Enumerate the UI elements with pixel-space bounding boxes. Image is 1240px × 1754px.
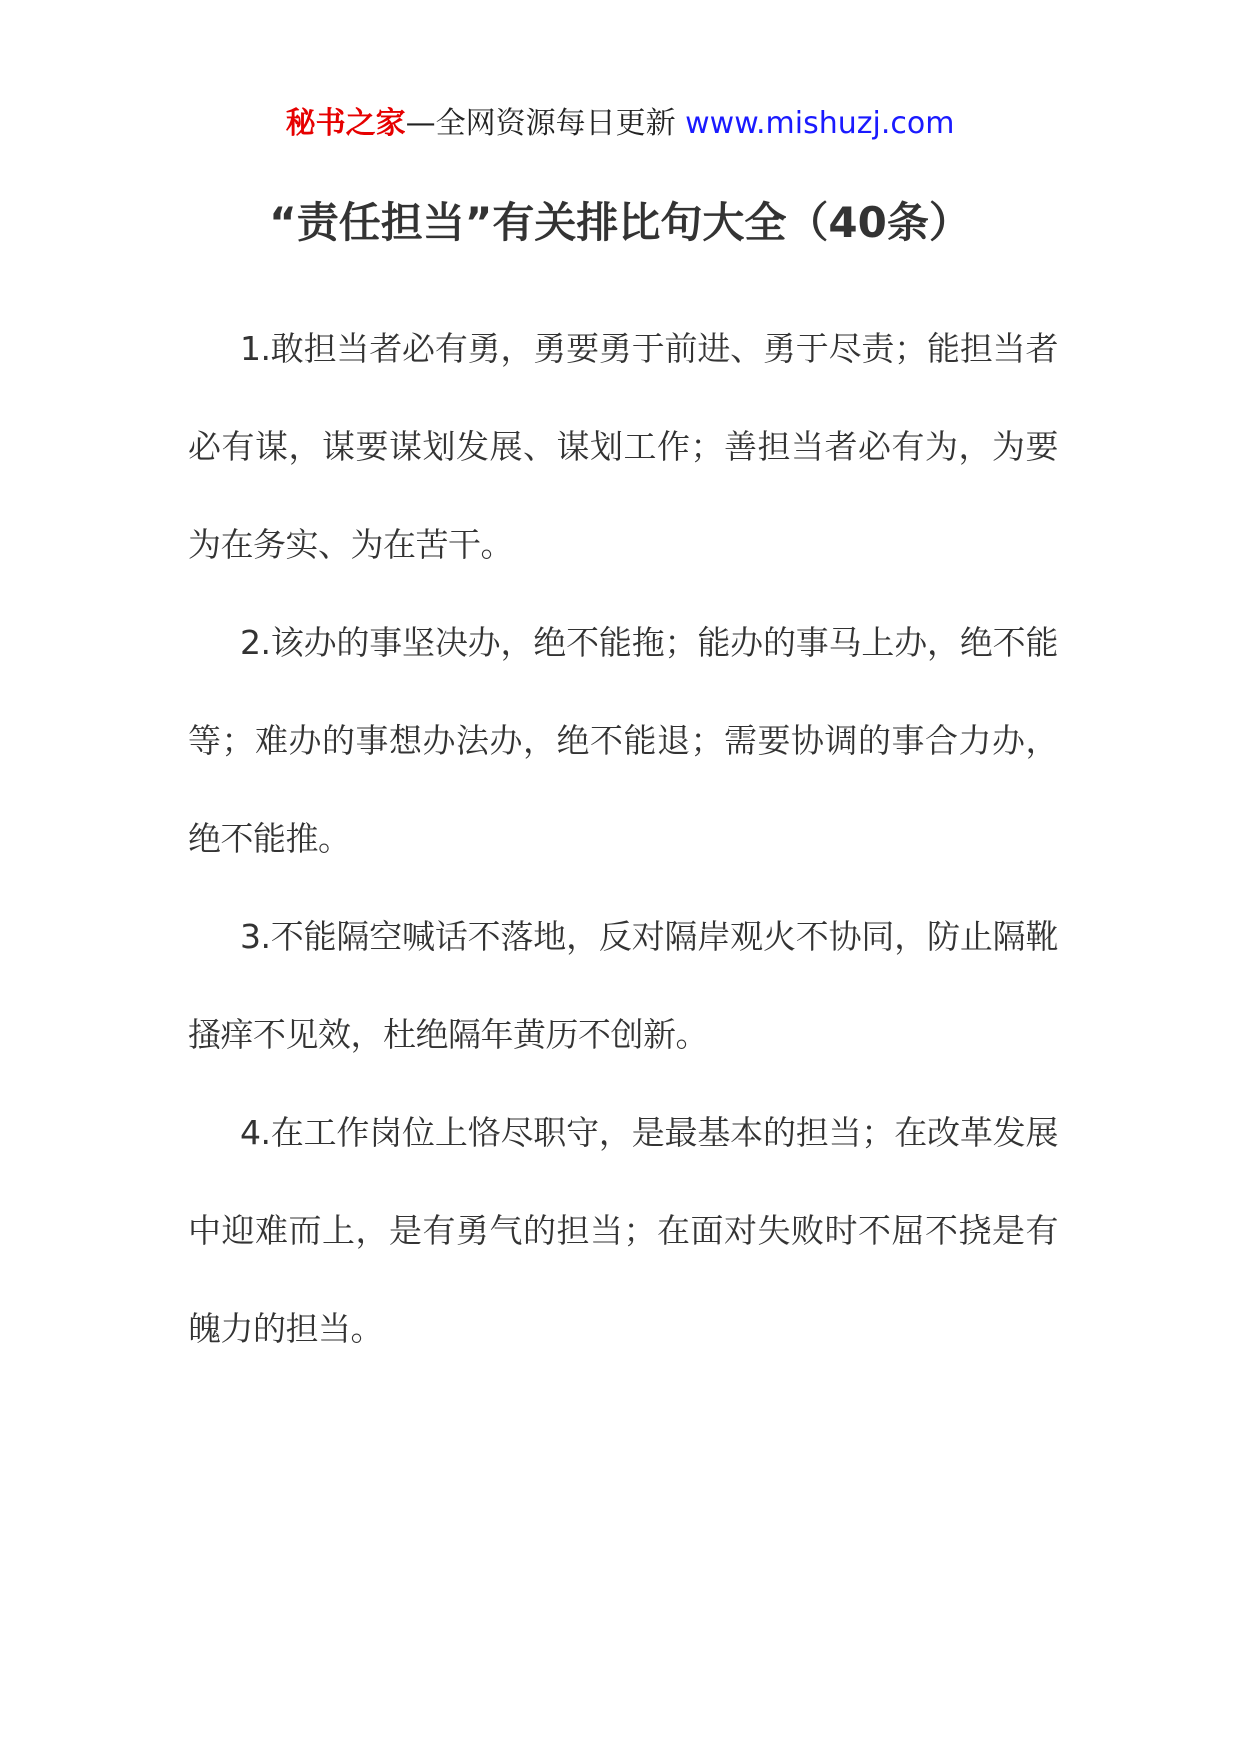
brand-name: 秘书之家 (285, 106, 406, 141)
page-title: “责任担当”有关排比句大全（40条） (269, 198, 971, 247)
paragraph-4: 4.在工作岗位上恪尽职守，是最基本的担当；在改革发展中迎难而上，是有勇气的担当；在面对失败时不屈不挠是有魄力的担当。 (188, 1113, 1058, 1348)
site-link[interactable]: www.mishuzj.com (685, 106, 955, 141)
paragraph-1: 1.敢担当者必有勇，勇要勇于前进、勇于尽责；能担当者必有谋，谋要谋划发展、谋划工作；善担当者必有为，为要为在务实、为在苦干。 (188, 329, 1058, 564)
site-header (0, 100, 1240, 148)
paragraph-3: 3.不能隔空喊话不落地，反对隔岸观火不协同，防止隔靴搔痒不见效，杜绝隔年黄历不创新。 (188, 917, 1058, 1054)
paragraph-2: 2.该办的事坚决办，绝不能拖；能办的事马上办，绝不能等；难办的事想办法办，绝不能退；需要协调的事合力办，绝不能推。 (188, 623, 1058, 858)
header-tagline: —全网资源每日更新 (405, 106, 676, 141)
document-body (188, 300, 1058, 1378)
